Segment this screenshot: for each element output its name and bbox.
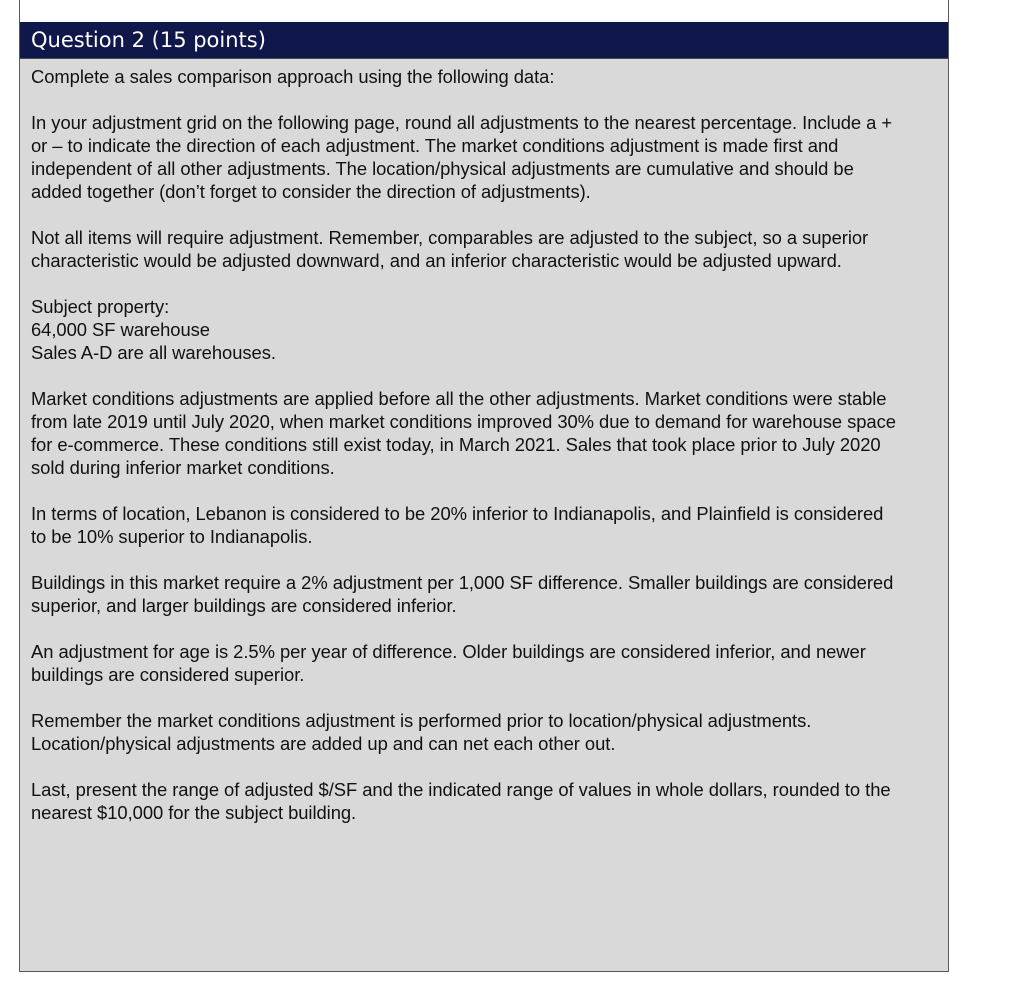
line: Remember the market conditions adjustment is performed prior to location/physical adjustments. — [31, 710, 812, 731]
question-header — [20, 22, 948, 58]
line: for e-commerce. These conditions still exist today, in March 2021. Sales that took place prior to July 2020 — [31, 434, 881, 455]
line: Not all items will require adjustment. Remember, comparables are adjusted to the subject, so a superior — [31, 227, 869, 248]
sales-description: Sales A-D are all warehouses. — [31, 342, 276, 363]
line: superior, and larger buildings are considered inferior. — [31, 595, 457, 616]
line: from late 2019 until July 2020, when market conditions improved 30% due to demand for warehouse space — [31, 411, 896, 432]
line: or – to indicate the direction of each adjustment. The market conditions adjustment is made first and — [31, 135, 839, 156]
line: In your adjustment grid on the following page, round all adjustments to the nearest percentage. Include a + — [31, 112, 893, 133]
question-title: Question 2 (15 points) — [31, 28, 266, 52]
line: added together (don’t forget to consider the direction of adjustments). — [31, 181, 591, 202]
line: Last, present the range of adjusted $/SF and the indicated range of values in whole dollars, rounded to the — [31, 779, 891, 800]
question-body — [20, 58, 948, 971]
subject-property-label: Subject property: — [31, 296, 170, 317]
line: nearest $10,000 for the subject building. — [31, 802, 357, 823]
line: characteristic would be adjusted downward, and an inferior characteristic would be adjusted upward. — [31, 250, 842, 271]
line: sold during inferior market conditions. — [31, 457, 335, 478]
line: Location/physical adjustments are added up and can net each other out. — [31, 733, 616, 754]
line: An adjustment for age is 2.5% per year of difference. Older buildings are considered inferior, and newer — [31, 641, 866, 662]
line: buildings are considered superior. — [31, 664, 305, 685]
line: independent of all other adjustments. The location/physical adjustments are cumulative and should be — [31, 158, 854, 179]
subject-property-size: 64,000 SF warehouse — [31, 319, 210, 340]
line: Buildings in this market require a 2% adjustment per 1,000 SF difference. Smaller buildings are considered — [31, 572, 894, 593]
question-panel — [19, 0, 949, 972]
intro-line: Complete a sales comparison approach using the following data: — [31, 66, 555, 87]
line: to be 10% superior to Indianapolis. — [31, 526, 313, 547]
line: In terms of location, Lebanon is considered to be 20% inferior to Indianapolis, and Plainfield is considered — [31, 503, 884, 524]
line: Market conditions adjustments are applied before all the other adjustments. Market conditions were stable — [31, 388, 887, 409]
question-text — [31, 65, 936, 824]
